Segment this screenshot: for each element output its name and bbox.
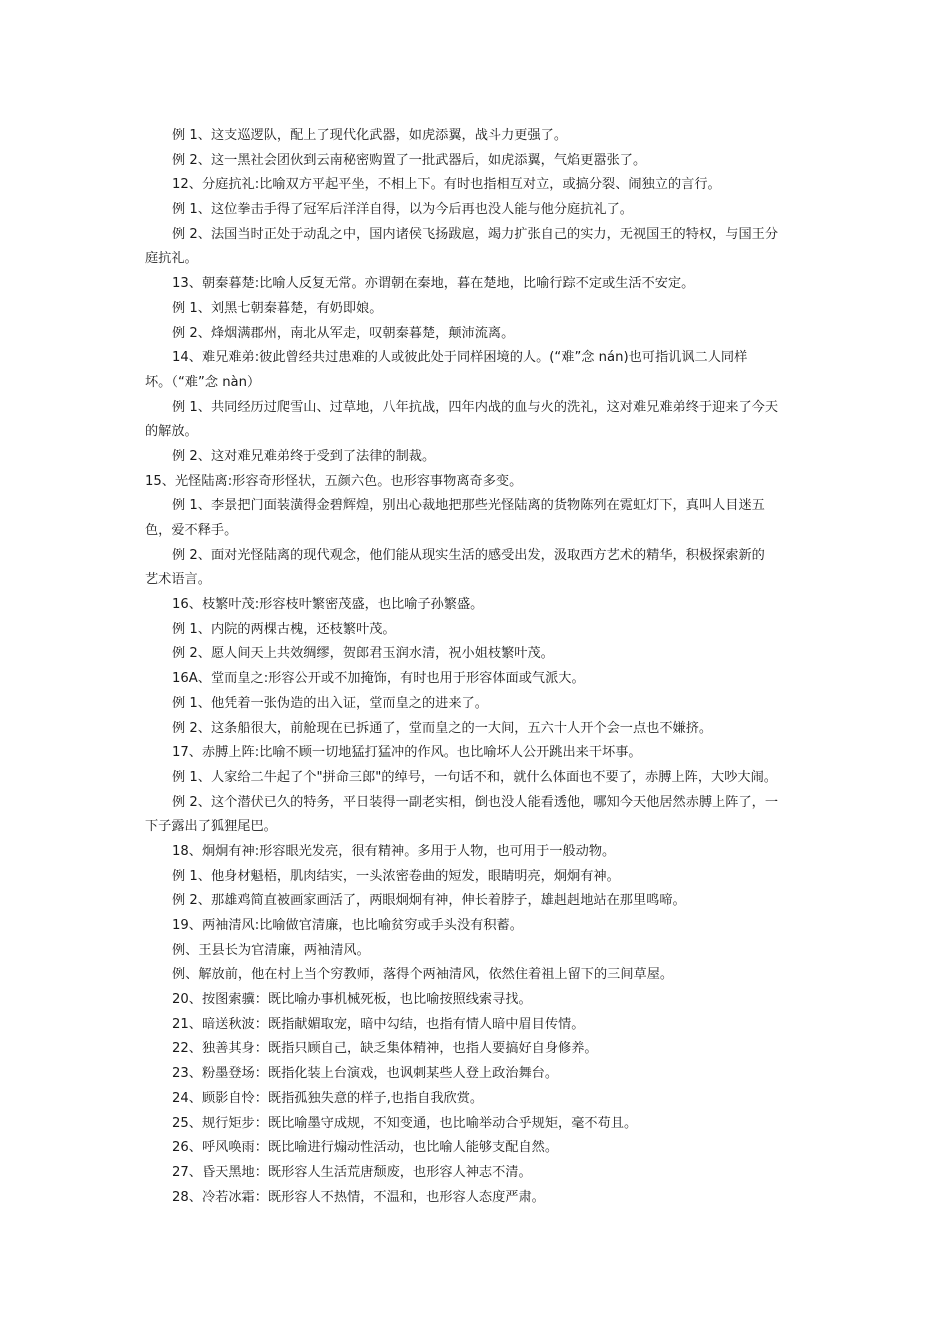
text-line: 例 1、这支巡逻队，配上了现代化武器，如虎添翼，战斗力更强了。	[172, 128, 568, 143]
text-line: 例 1、共同经历过爬雪山、过草地，八年抗战，四年内战的血与火的洗礼，这对难兄难弟终于迎来了今天	[172, 399, 779, 415]
text-line: 15、光怪陆离:形容奇形怪状，五颜六色。也形容事物离奇多变。	[145, 473, 523, 489]
text-line: 17、赤膊上阵:比喻不顾一切地猛打猛冲的作风。也比喻坏人公开跳出来干坏事。	[172, 745, 642, 761]
text-line: 19、两袖清风:比喻做官清廉，也比喻贫穷或手头没有积蓄。	[172, 918, 523, 933]
text-line: 艺术语言。	[145, 572, 211, 588]
text-line: 20、按图索骥：既比喻办事机械死板，也比喻按照线索寻找。	[172, 992, 532, 1008]
text-line: 例 2、面对光怪陆离的现代观念，他们能从现实生活的感受出发，汲取西方艺术的精华，积极探索新的	[172, 547, 765, 563]
text-line: 12、分庭抗礼:比喻双方平起平坐，不相上下。有时也指相互对立，或搞分裂、闹独立的言行。	[172, 177, 721, 193]
document-body	[145, 124, 810, 1210]
text-line: 例 1、刘黑七朝秦暮楚，有奶即娘。	[172, 300, 383, 316]
text-line: 例 2、这一黑社会团伙到云南秘密购置了一批武器后，如虎添翼，气焰更嚣张了。	[172, 152, 647, 168]
text-line: 例 2、法国当时正处于动乱之中，国内诸侯飞扬跋扈，竭力扩张自己的实力，无视国王的特权，与国王分	[172, 226, 779, 242]
text-line: 14、难兄难弟:彼此曾经共过患难的人或彼此处于同样困境的人。(“难”念 nán)也可指讥讽二人同样	[172, 350, 748, 366]
text-line: 13、朝秦暮楚:比喻人反复无常。亦谓朝在秦地，暮在楚地，比喻行踪不定或生活不安定。	[172, 276, 695, 292]
text-line: 例 1、内院的两棵古槐，还枝繁叶茂。	[172, 621, 396, 637]
text-line: 例 1、他凭着一张伪造的出入证，堂而皇之的进来了。	[172, 695, 488, 711]
text-line: 18、炯炯有神:形容眼光发亮，很有精神。多用于人物，也可用于一般动物。	[172, 843, 616, 859]
text-line: 25、规行矩步：既比喻墨守成规，不知变通，也比喻举动合乎规矩，毫不苟且。	[172, 1115, 638, 1131]
text-line: 16A、堂而皇之:形容公开或不加掩饰，有时也用于形容体面或气派大。	[172, 671, 585, 687]
text-line: 16、枝繁叶茂:形容枝叶繁密茂盛，也比喻子孙繁盛。	[172, 597, 484, 613]
text-line: 24、顾影自怜：既指孤独失意的样子,也指自我欣赏。	[172, 1090, 484, 1106]
text-line: 例 2、那雄鸡简直被画家画活了，两眼炯炯有神，伸长着脖子，雄赳赳地站在那里鸣啼。	[172, 893, 686, 909]
text-line: 庭抗礼。	[145, 251, 198, 267]
text-line: 例 2、这条船很大，前舱现在已拆通了，堂而皇之的一大间，五六十人开个会一点也不嫌挤。	[172, 720, 713, 736]
text-line: 22、独善其身：既指只顾自己，缺乏集体精神，也指人要搞好自身修养。	[172, 1041, 598, 1057]
text-line: 例 1、他身材魁梧，肌肉结实，一头浓密卷曲的短发，眼睛明亮，炯炯有神。	[172, 868, 620, 884]
text-line: 例 2、这对难兄难弟终于受到了法律的制裁。	[172, 448, 436, 464]
text-line: 28、冷若冰霜：既形容人不热情，不温和，也形容人态度严肃。	[172, 1189, 545, 1205]
text-line: 23、粉墨登场：既指化装上台演戏，也讽刺某些人登上政治舞台。	[172, 1066, 559, 1082]
text-line: 21、暗送秋波：既指献媚取宠，暗中勾结，也指有情人暗中眉目传情。	[172, 1016, 585, 1032]
text-line: 例 2、烽烟满郡州，南北从军走，叹朝秦暮楚，颠沛流离。	[172, 325, 515, 341]
text-line: 例 1、李景把门面装潢得金碧辉煌，别出心裁地把那些光怪陆离的货物陈列在霓虹灯下，真叫人目迷五	[172, 498, 765, 514]
text-line: 27、昏天黑地：既形容人生活荒唐颓废，也形容人神志不清。	[172, 1164, 532, 1180]
text-line: 例、王县长为官清廉，两袖清风。	[172, 942, 370, 958]
text-line: 例、解放前，他在村上当个穷教师，落得个两袖清风，依然住着祖上留下的三间草屋。	[172, 967, 674, 983]
text-line: 例 1、人家给二牛起了个"拼命三郎"的绰号，一句话不和，就什么体面也不要了，赤膊上阵，大吵大闹。	[172, 769, 777, 785]
text-line: 坏。（“难”念 nàn）	[145, 374, 261, 390]
text-line: 色，爱不释手。	[145, 523, 238, 538]
text-line: 例 2、愿人间天上共效绸缪，贺郎君玉润水清，祝小姐枝繁叶茂。	[172, 646, 554, 662]
text-line: 例 2、这个潜伏已久的特务，平日装得一副老实相，倒也没人能看透他，哪知今天他居然赤膊上阵了，一	[172, 794, 779, 810]
text-line: 例 1、这位拳击手得了冠军后洋洋自得，以为今后再也没人能与他分庭抗礼了。	[172, 202, 633, 218]
text-line: 26、呼风唤雨：既比喻进行煽动性活动，也比喻人能够支配自然。	[172, 1140, 559, 1156]
text-line: 的解放。	[145, 424, 198, 440]
text-line: 下子露出了狐狸尾巴。	[145, 819, 277, 835]
